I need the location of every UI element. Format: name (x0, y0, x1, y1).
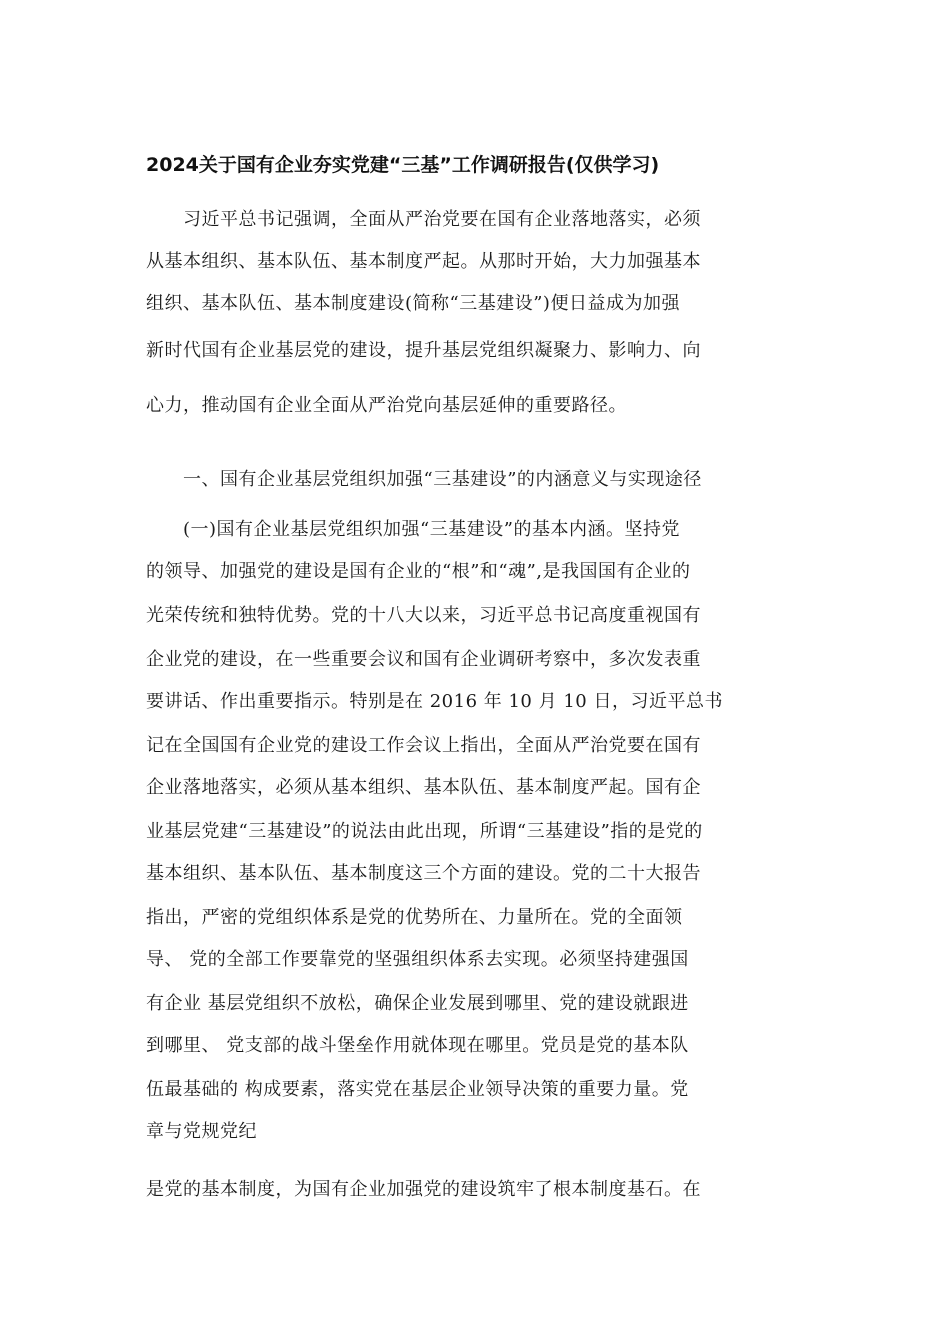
paragraph-line: 心力，推动国有企业全面从严治党向基层延伸的重要路径。 (146, 395, 627, 416)
paragraph-line: (一)国有企业基层党组织加强“三基建设”的基本内涵。坚持党 (146, 519, 680, 540)
paragraph-line: 要讲话、作出重要指示。特别是在 2016 年 10 月 10 日，习近平总书 (146, 691, 723, 712)
paragraph-line: 基本组织、基本队伍、基本制度这三个方面的建设。党的二十大报告 (146, 863, 701, 884)
paragraph-line: 是党的基本制度，为国有企业加强党的建设筑牢了根本制度基石。在 (146, 1179, 701, 1200)
paragraph-line: 到哪里、 党支部的战斗堡垒作用就体现在哪里。党员是党的基本队 (146, 1035, 689, 1056)
paragraph-line: 有企业 基层党组织不放松，确保企业发展到哪里、党的建设就跟进 (146, 993, 689, 1014)
paragraph-line: 伍最基础的 构成要素，落实党在基层企业领导决策的重要力量。党 (146, 1079, 689, 1100)
paragraph-line: 记在全国国有企业党的建设工作会议上指出，全面从严治党要在国有 (146, 735, 701, 756)
paragraph-line: 新时代国有企业基层党的建设，提升基层党组织凝聚力、影响力、向 (146, 340, 701, 361)
paragraph-line: 组织、基本队伍、基本制度建设(简称“三基建设”)便日益成为加强 (146, 293, 680, 314)
paragraph-line: 章与党规党纪 (146, 1121, 257, 1142)
document-title: 2024关于国有企业夯实党建“三基”工作调研报告(仅供学习) (146, 154, 660, 176)
paragraph-line: 指出，严密的党组织体系是党的优势所在、力量所在。党的全面领 (146, 907, 683, 928)
section-heading: 一、国有企业基层党组织加强“三基建设”的内涵意义与实现途径 (146, 469, 702, 490)
paragraph-line: 导、 党的全部工作要靠党的坚强组织体系去实现。必须坚持建强国 (146, 949, 689, 970)
paragraph-line: 企业党的建设，在一些重要会议和国有企业调研考察中，多次发表重 (146, 649, 701, 670)
paragraph-line: 习近平总书记强调，全面从严治党要在国有企业落地落实，必须 (146, 209, 701, 230)
paragraph-line: 的领导、加强党的建设是国有企业的“根”和“魂”,是我国国有企业的 (146, 561, 691, 582)
paragraph-line: 企业落地落实，必须从基本组织、基本队伍、基本制度严起。国有企 (146, 777, 701, 798)
paragraph-line: 光荣传统和独特优势。党的十八大以来，习近平总书记高度重视国有 (146, 605, 701, 626)
paragraph-line: 从基本组织、基本队伍、基本制度严起。从那时开始，大力加强基本 (146, 251, 701, 272)
paragraph-line: 业基层党建“三基建设”的说法由此出现，所谓“三基建设”指的是党的 (146, 821, 703, 842)
